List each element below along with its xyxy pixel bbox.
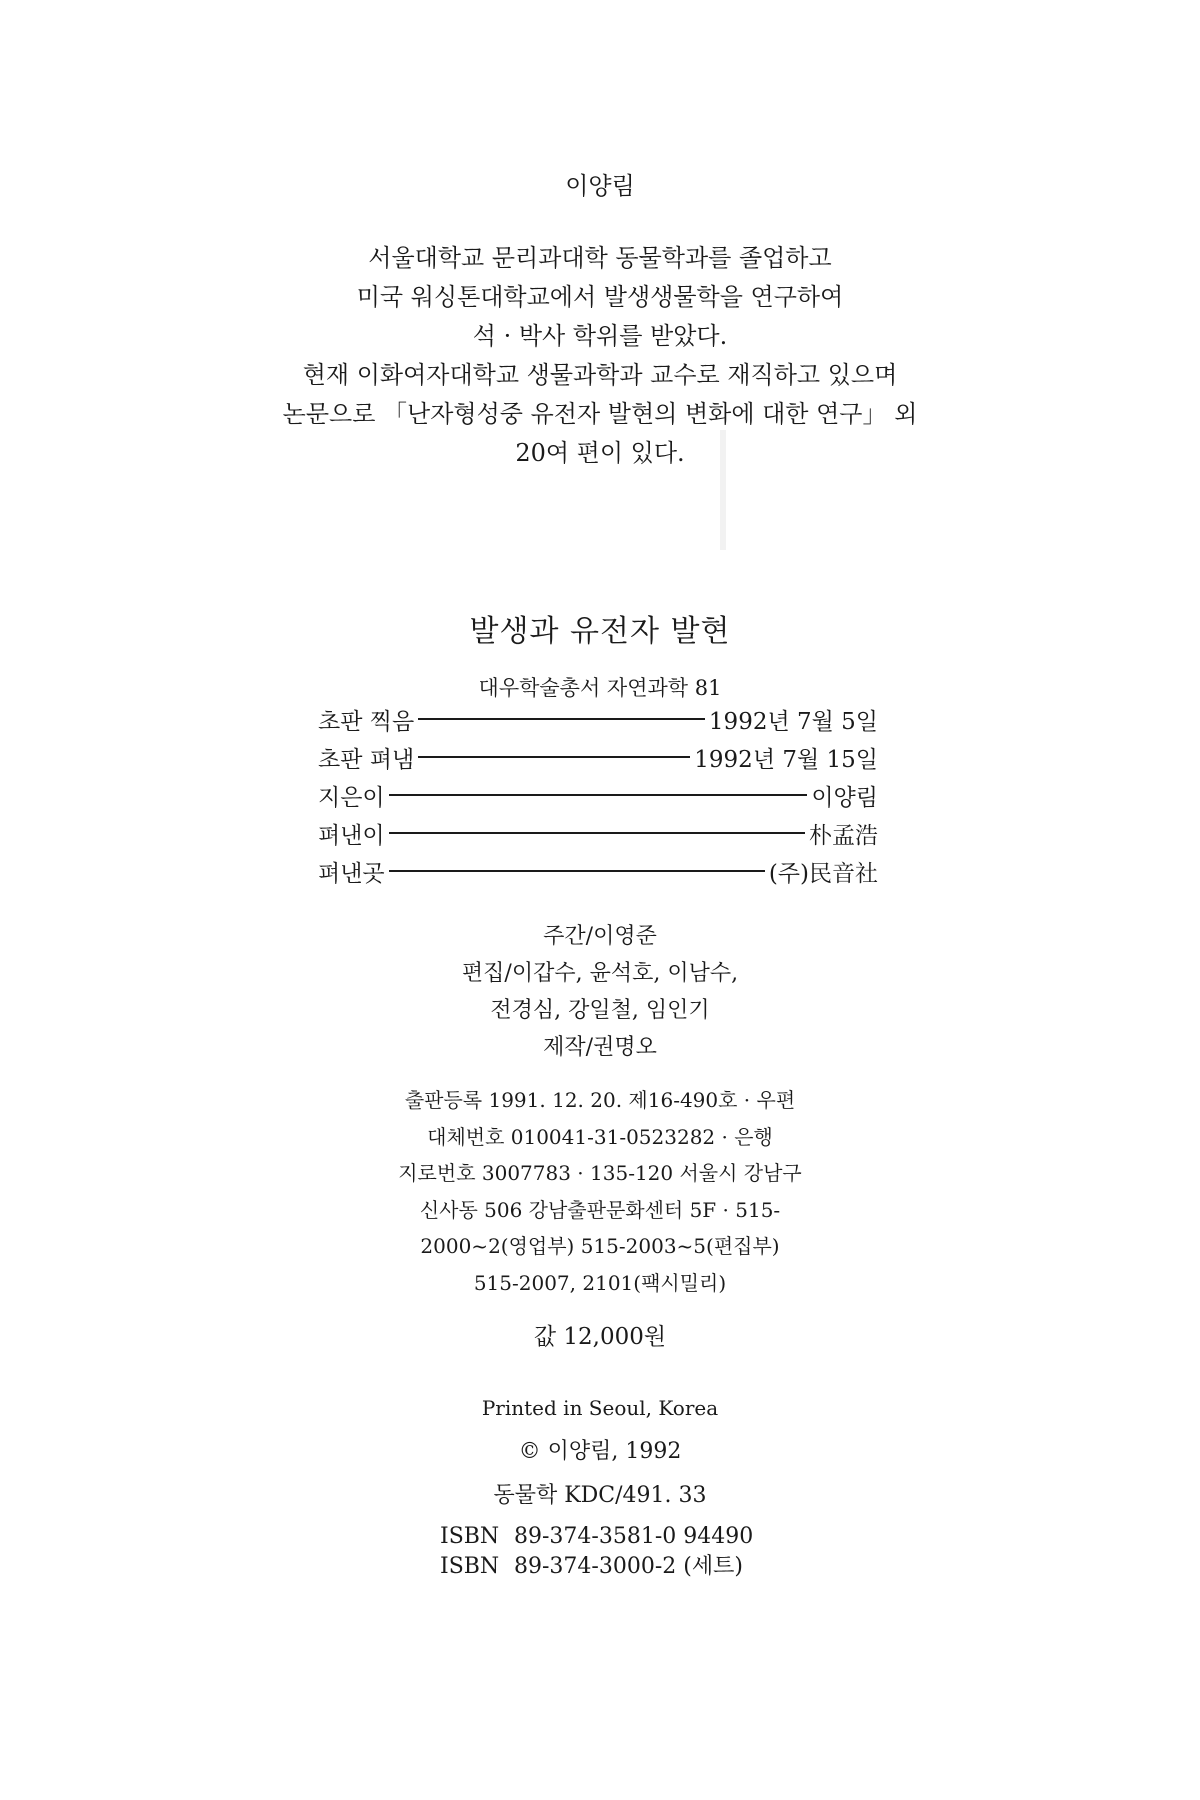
bio-line: 서울대학교 문리과대학 동물학과를 졸업하고 — [368, 244, 832, 272]
bio-line: 현재 이화여자대학교 생물과학과 교수로 재직하고 있으며 — [302, 361, 898, 389]
leader-line — [389, 832, 805, 834]
colophon-label: 초판 찍음 — [318, 708, 415, 735]
print-footer — [0, 1386, 1200, 1518]
isbn-number: 89-374-3000-2 (세트) — [514, 1554, 743, 1579]
book-title: 발생과 유전자 발현 — [469, 614, 731, 649]
colophon-row-publisher — [318, 814, 878, 852]
isbn-block — [440, 1522, 753, 1582]
isbn-label: ISBN — [440, 1554, 500, 1579]
isbn-number: 89-374-3581-0 94490 — [514, 1524, 754, 1549]
price: 값 12,000원 — [533, 1324, 667, 1350]
colophon-row-author — [318, 776, 878, 814]
staff-line: 제작/권명오 — [543, 1035, 657, 1060]
isbn-line — [440, 1552, 753, 1582]
book-series: 대우학술총서 자연과학 81 — [478, 676, 722, 700]
colophon-label: 초판 펴냄 — [318, 746, 415, 773]
colophon-value: 朴孟浩 — [809, 822, 878, 849]
leader-line — [389, 794, 808, 796]
colophon-label: 펴낸곳 — [318, 860, 385, 887]
publisher-info-line: 515-2007, 2101(팩시밀리) — [473, 1270, 727, 1295]
bio-line: 미국 워싱톤대학교에서 발생생물학을 연구하여 — [356, 283, 844, 311]
author-name: 이양림 — [565, 172, 635, 200]
colophon-row-publishing-house — [318, 852, 878, 890]
colophon-value: 이양림 — [811, 784, 878, 811]
bio-line: 20여 편이 있다. — [515, 439, 685, 467]
publisher-info-line: 지로번호 3007783 · 135-120 서울시 강남구 — [398, 1161, 802, 1185]
book-heading — [0, 606, 1200, 702]
bio-line: 석 · 박사 학위를 받았다. — [472, 322, 728, 350]
publisher-info-line: 2000~2(영업부) 515-2003~5(편집부) — [420, 1234, 780, 1258]
bio-line: 논문으로 「난자형성중 유전자 발현의 변화에 대한 연구」 외 — [282, 400, 918, 428]
kdc-classification: 동물학 KDC/491. 33 — [493, 1483, 707, 1508]
staff-line: 편집/이갑수, 윤석호, 이남수, — [461, 961, 739, 986]
colophon-value: 1992년 7월 15일 — [694, 746, 878, 773]
colophon-label: 펴낸이 — [318, 822, 385, 849]
editorial-staff — [0, 918, 1200, 1066]
colophon-value: (주)民音社 — [768, 860, 878, 887]
leader-line — [418, 756, 690, 758]
colophon-table — [318, 700, 878, 890]
colophon-value: 1992년 7월 5일 — [708, 708, 878, 735]
isbn-label: ISBN — [440, 1524, 500, 1549]
author-bio — [0, 166, 1200, 473]
staff-line: 전경심, 강일철, 임인기 — [490, 998, 710, 1023]
copyright: © 이양림, 1992 — [518, 1439, 682, 1464]
publisher-info — [0, 1082, 1200, 1301]
printed-in: Printed in Seoul, Korea — [481, 1396, 719, 1420]
colophon-row-first-publication — [318, 738, 878, 776]
leader-line — [389, 870, 765, 872]
staff-line: 주간/이영준 — [543, 924, 657, 949]
isbn-line — [440, 1522, 753, 1552]
colophon-row-first-printing — [318, 700, 878, 738]
colophon-label: 지은이 — [318, 784, 385, 811]
leader-line — [418, 718, 705, 720]
publisher-info-line: 신사동 506 강남출판문화센터 5F · 515- — [419, 1197, 781, 1222]
publisher-info-line: 출판등록 1991. 12. 20. 제16-490호 · 우편 — [404, 1088, 796, 1112]
publisher-info-line: 대체번호 010041-31-0523282 · 은행 — [427, 1124, 773, 1149]
